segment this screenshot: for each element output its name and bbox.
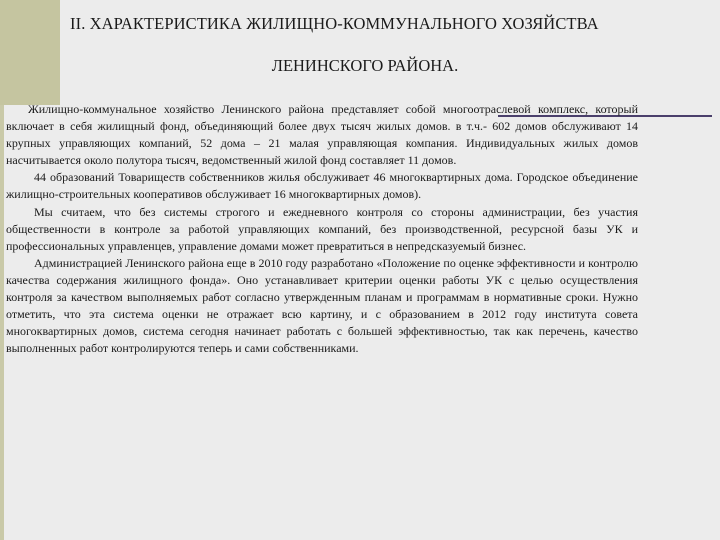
slide-title-line-2: ЛЕНИНСКОГО РАЙОНА. <box>271 56 459 75</box>
accent-block <box>0 0 60 105</box>
paragraph-1: Жилищно-коммунальное хозяйство Ленинского района представляет собой многоотраслевой комплекс, который включает в себя жилищный фонд, объединяющий более двух тысяч жилых домов. в т.ч.- 602 домов обслуживают 14 крупных управляющих компаний, 52 дома – 21 малая управляющая компания. Индивидуальных жилых домов насчитывается около полутора тысяч, ведомственный жилой фонд составляет 11 домов. <box>6 102 638 168</box>
body-text <box>6 101 638 357</box>
paragraph-3: Мы считаем, что без системы строгого и ежедневного контроля со стороны администрации, без участия общественности в контроле за работой управляющих компаний, без производственной, ресурсной базы УК и профессиональных управленцев, управление домами может превратиться в непредсказуемый бизнес. <box>6 204 638 253</box>
slide-title-line-1: II. ХАРАКТЕРИСТИКА ЖИЛИЩНО-КОММУНАЛЬНОГО ХОЗЯЙСТВА <box>70 14 599 33</box>
paragraph-2: 44 образований Товариществ собственников жилья обслуживает 46 многоквартирных дома. Городское объединение жилищно-строительных кооперативов обслуживает 16 многоквартирных домов). <box>6 170 638 202</box>
paragraph-4: Администрацией Ленинского района еще в 2010 году разработано «Положение по оценке эффективности и контролю качества содержания жилищного фонда». Оно устанавливает критерии оценки работы УК с целью осуществления контроля за качеством выполняемых работ согласно утвержденным планам и программам в нормативные сроки. Нужно отметить, что эта система оценки не отражает всю картину, и с образованием в 2012 году института совета многоквартирных домов, система сегодня начинает работать с большей эффективностью, так как перечень, качество выполненных работ контролируются теперь и сами собственниками. <box>6 255 638 356</box>
